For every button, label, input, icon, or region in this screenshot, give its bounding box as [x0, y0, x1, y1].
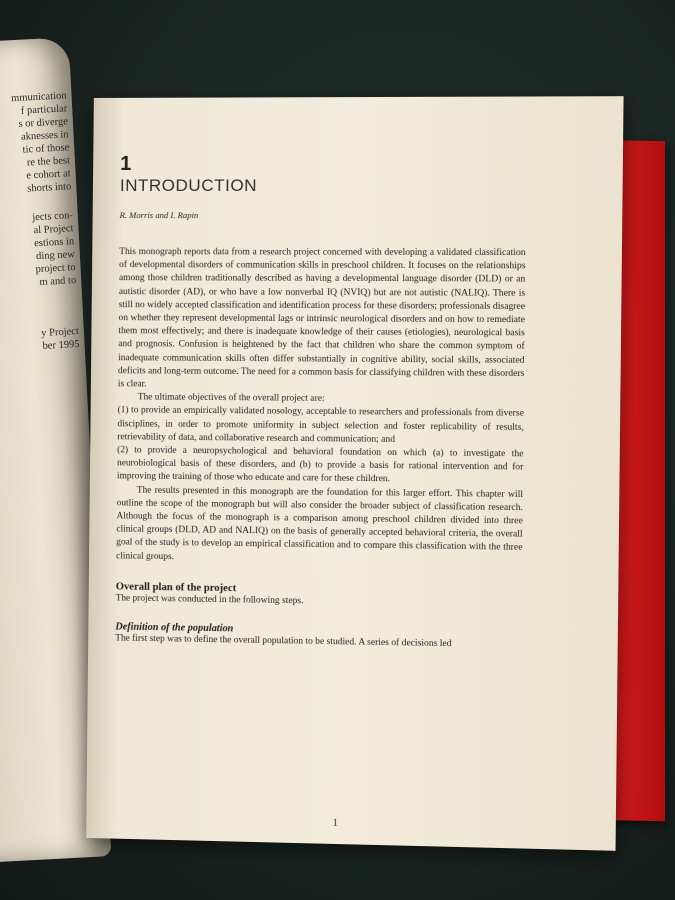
- left-page-fragment: m and to: [39, 275, 77, 289]
- left-page-fragment: estions in: [33, 236, 75, 250]
- left-page-fragment: mmunication: [10, 90, 67, 105]
- body-paragraph: The results presented in this monograph are the foundation for this larger effort. This chapter will outline the scope of the monograph but will also consider the broader subject of classification research. Although the focus of the monograph is a comparison among preschool children divided into three clinical groups (DLD, AD and NALIQ) on the basis of generally accepted behavioral criteria, the overall goal of the study is to develop an empirical classification and to compare this classification with the three clinical groups.: [116, 485, 524, 562]
- left-page-fragment: aknesses in: [20, 129, 69, 143]
- body-paragraph: This monograph reports data from a research project concerned with developing a validated classification of developmental disorders of communication skills in preschool children. It focuses on the relationships among those children traditionally described as having a developmental language disorder (DLD) or an autistic disorder (AD), or who have a low nonverbal IQ (NVIQ) but are not autistic (NALIQ). There is still no widely accepted classification and identification process for these disorders; professionals disagree on whether they represent developmental lags or intrinsic neurological disorders and on how to remediate them most effectively; and there is inadequate knowledge of their causes (etiologies), neurological basis and prognosis. Confusion is heightened by the fact that children who share the common symptom of inadequate communication skills often differ substantially in cognitive ability, social skills, associated deficits and long-term outcome. The need for a common basis for classifying children with these disorders is clear.: [117, 247, 526, 390]
- subsection-text: The first step was to define the overall population to be studied. A series of decisions led: [115, 633, 452, 650]
- left-page-fragment: jects con-: [32, 210, 74, 224]
- left-page-fragment: ding new: [35, 249, 76, 263]
- left-page-fragment: re the best: [26, 155, 71, 169]
- body-paragraph: The ultimate objectives of the overall project are:: [137, 392, 325, 405]
- chapter-number: 1: [120, 152, 132, 175]
- section-heading: Overall plan of the project: [115, 581, 237, 595]
- section-text: The project was conducted in the following steps.: [115, 593, 304, 607]
- page-content: [115, 152, 527, 829]
- left-page-fragment: y Project: [41, 326, 80, 339]
- chapter-title: INTRODUCTION: [119, 175, 258, 196]
- left-page-fragment: project to: [35, 262, 76, 276]
- page-number: 1: [332, 817, 338, 829]
- objective-item: (1) to provide an empirically validated nosology, acceptable to researchers and professionals from diverse disciplines, in order to promote uniformity in subject selection and foster replicability of results, retrievability of data, and collaborative research and communication; and: [117, 405, 524, 445]
- left-page-fragment: s or diverge: [18, 116, 69, 130]
- book-page: [86, 96, 623, 851]
- chapter-authors: R. Morris and I. Rapin: [119, 210, 199, 221]
- left-page-fragment: ber 1995: [42, 339, 80, 352]
- left-page-fragment: tic of those: [22, 142, 70, 156]
- left-page-fragment: al Project: [33, 223, 74, 237]
- left-page-fragment: shorts into: [27, 181, 72, 195]
- subsection-heading: Definition of the population: [115, 621, 234, 635]
- objective-item: (2) to provide a neuropsychological and behavioral foundation on which (a) to investigate the neurobiological basis of these disorders, and (b) to provide a basis for rational intervention and for improving the training of those who educate and care for these children.: [116, 445, 524, 485]
- left-page-fragment: e cohort at: [26, 168, 71, 182]
- left-page-fragment: f particular: [20, 103, 68, 117]
